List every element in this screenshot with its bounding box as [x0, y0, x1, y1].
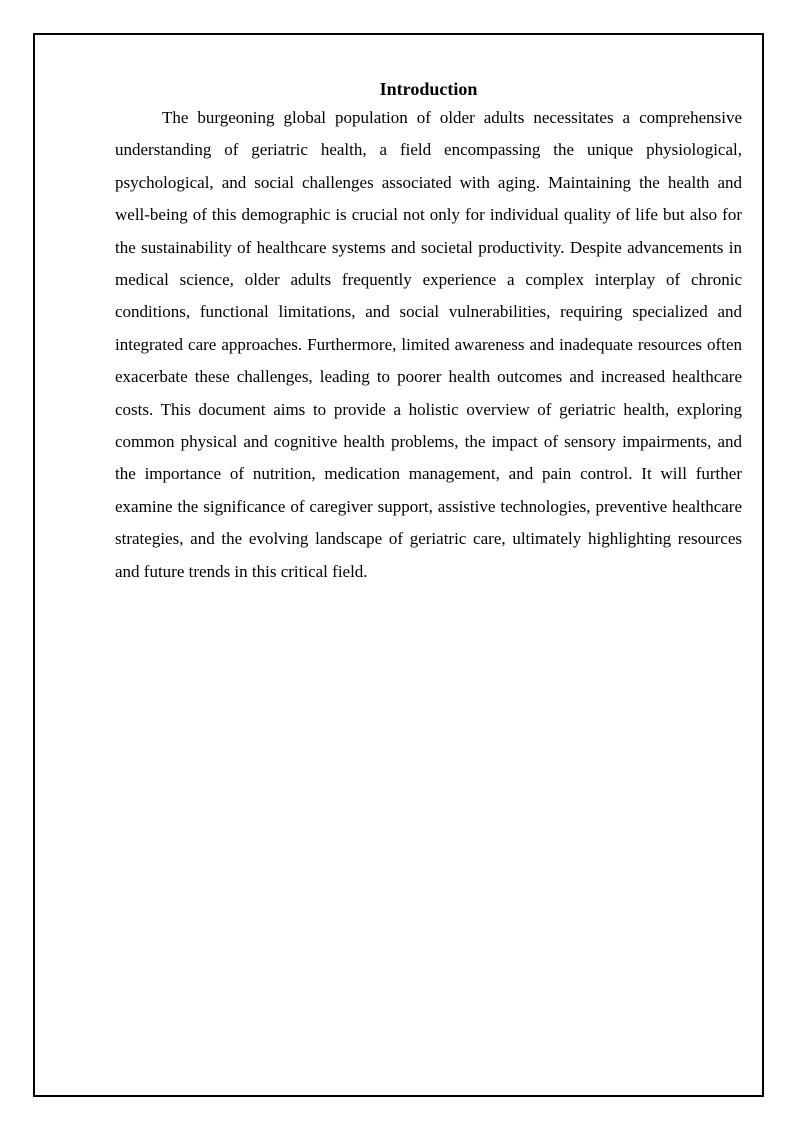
body-paragraph: The burgeoning global population of older adults necessitates a comprehensive understanding of geriatric health, a field encompassing the unique physiological, psychological, and social challenges associated with aging. Maintaining the health and well-being of this demographic is crucial not only for individual quality of life but also for the sustainability of healthcare systems and societal productivity. Despite advancements in medical science, older adults frequently experience a complex interplay of chronic conditions, functional limitations, and social vulnerabilities, requiring specialized and integrated care approaches. Furthermore, limited awareness and inadequate resources often exacerbate these challenges, leading to poorer health outcomes and increased healthcare costs. This document aims to provide a holistic overview of geriatric health, exploring common physical and cognitive health problems, the impact of sensory impairments, and the importance of nutrition, medication management, and pain control. It will further examine the significance of caregiver support, assistive technologies, preventive healthcare strategies, and the evolving landscape of geriatric care, ultimately highlighting resources and future trends in this critical field. [115, 108, 742, 581]
section-heading: Introduction [379, 79, 478, 99]
page-content [115, 76, 742, 588]
